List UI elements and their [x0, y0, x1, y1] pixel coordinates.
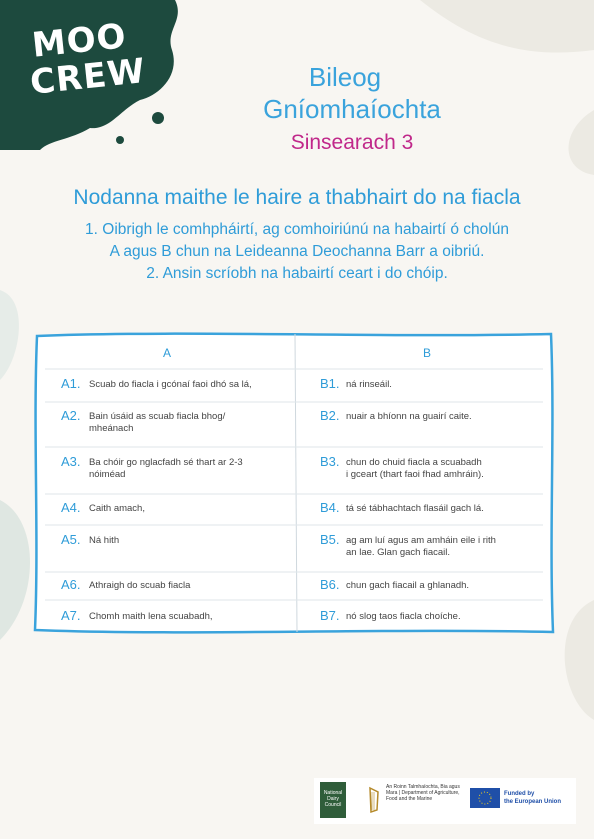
a-text: Scuab do fiacla i gcónaí faoi dhó sa lá,: [89, 379, 252, 390]
b-code: B3.: [320, 454, 340, 469]
a-text: Ba chóir go nglacfadh sé thart ar 2-3 nóiméad: [89, 457, 243, 480]
b-text: ná rinseáil.: [346, 379, 392, 390]
title-subtitle: Sinsearach 3: [290, 131, 414, 154]
logo-text-moo: MOO: [30, 16, 129, 66]
a-code: A5.: [61, 532, 81, 547]
a-text: Chomh maith lena scuabadh,: [89, 611, 213, 622]
national-dairy-council-logo: National Dairy Council: [320, 782, 346, 818]
b-text: chun gach fiacail a ghlanadh.: [346, 580, 470, 591]
b-text: nó slog taos fiacla choíche.: [346, 611, 461, 622]
a-text: Caith amach,: [89, 503, 145, 514]
title-line1: Bileog: [308, 62, 382, 92]
a-code: A6.: [61, 577, 81, 592]
page-heading: Nodanna maithe le haire a thabhairt do na fiacla: [73, 186, 521, 209]
b-code: B5.: [320, 532, 340, 547]
eu-flag-icon: [470, 788, 500, 808]
logo-text-crew: CREW: [28, 51, 148, 103]
department-agriculture-logo: An Roinn Talmhaíochta, Bia agus Mara | Department of Agriculture, Food and the Marine: [386, 784, 460, 802]
a-text: Athraigh do scuab fiacla: [89, 580, 191, 591]
b-code: B2.: [320, 408, 340, 423]
b-text: nuair a bhíonn na guairí caite.: [346, 411, 472, 422]
matching-table: [33, 332, 555, 635]
sponsor-logos: [314, 778, 576, 824]
a-code: A3.: [61, 454, 81, 469]
a-code: A4.: [61, 500, 81, 515]
b-code: B4.: [320, 500, 340, 515]
a-code: A1.: [61, 376, 81, 391]
instruction-step1-line1: 1. Oibrigh le comhpháirtí, ag comhoiriúnú na habairtí ó cholún: [85, 221, 509, 238]
title-line2: Gníomhaíochta: [263, 94, 441, 124]
b-code: B1.: [320, 376, 340, 391]
harp-icon: [368, 786, 380, 814]
instruction-step1-line2: A agus B chun na Leideanna Deochanna Barr a oibriú.: [109, 243, 485, 260]
b-text: ag am luí agus am amháin eile i rith an lae. Glan gach fiacail.: [346, 535, 496, 558]
b-text: chun do chuid fiacla a scuabadh i gceart (thart faoi fhad amhráin).: [346, 457, 484, 480]
eu-funding-text: Funded by the European Union: [504, 791, 561, 805]
b-code: B7.: [320, 608, 340, 623]
b-text: tá sé tábhachtach flasáil gach lá.: [346, 503, 484, 514]
a-code: A7.: [61, 608, 81, 623]
b-code: B6.: [320, 577, 340, 592]
column-b-header: B: [423, 346, 432, 360]
instruction-step2: 2. Ansin scríobh na habairtí ceart i do chóip.: [146, 265, 448, 282]
column-a-header: A: [163, 346, 172, 360]
a-code: A2.: [61, 408, 81, 423]
a-text: Bain úsáid as scuab fiacla bhog/ mheánach: [89, 411, 226, 434]
a-text: Ná hith: [89, 535, 120, 546]
instruction-step1: [0, 219, 594, 263]
